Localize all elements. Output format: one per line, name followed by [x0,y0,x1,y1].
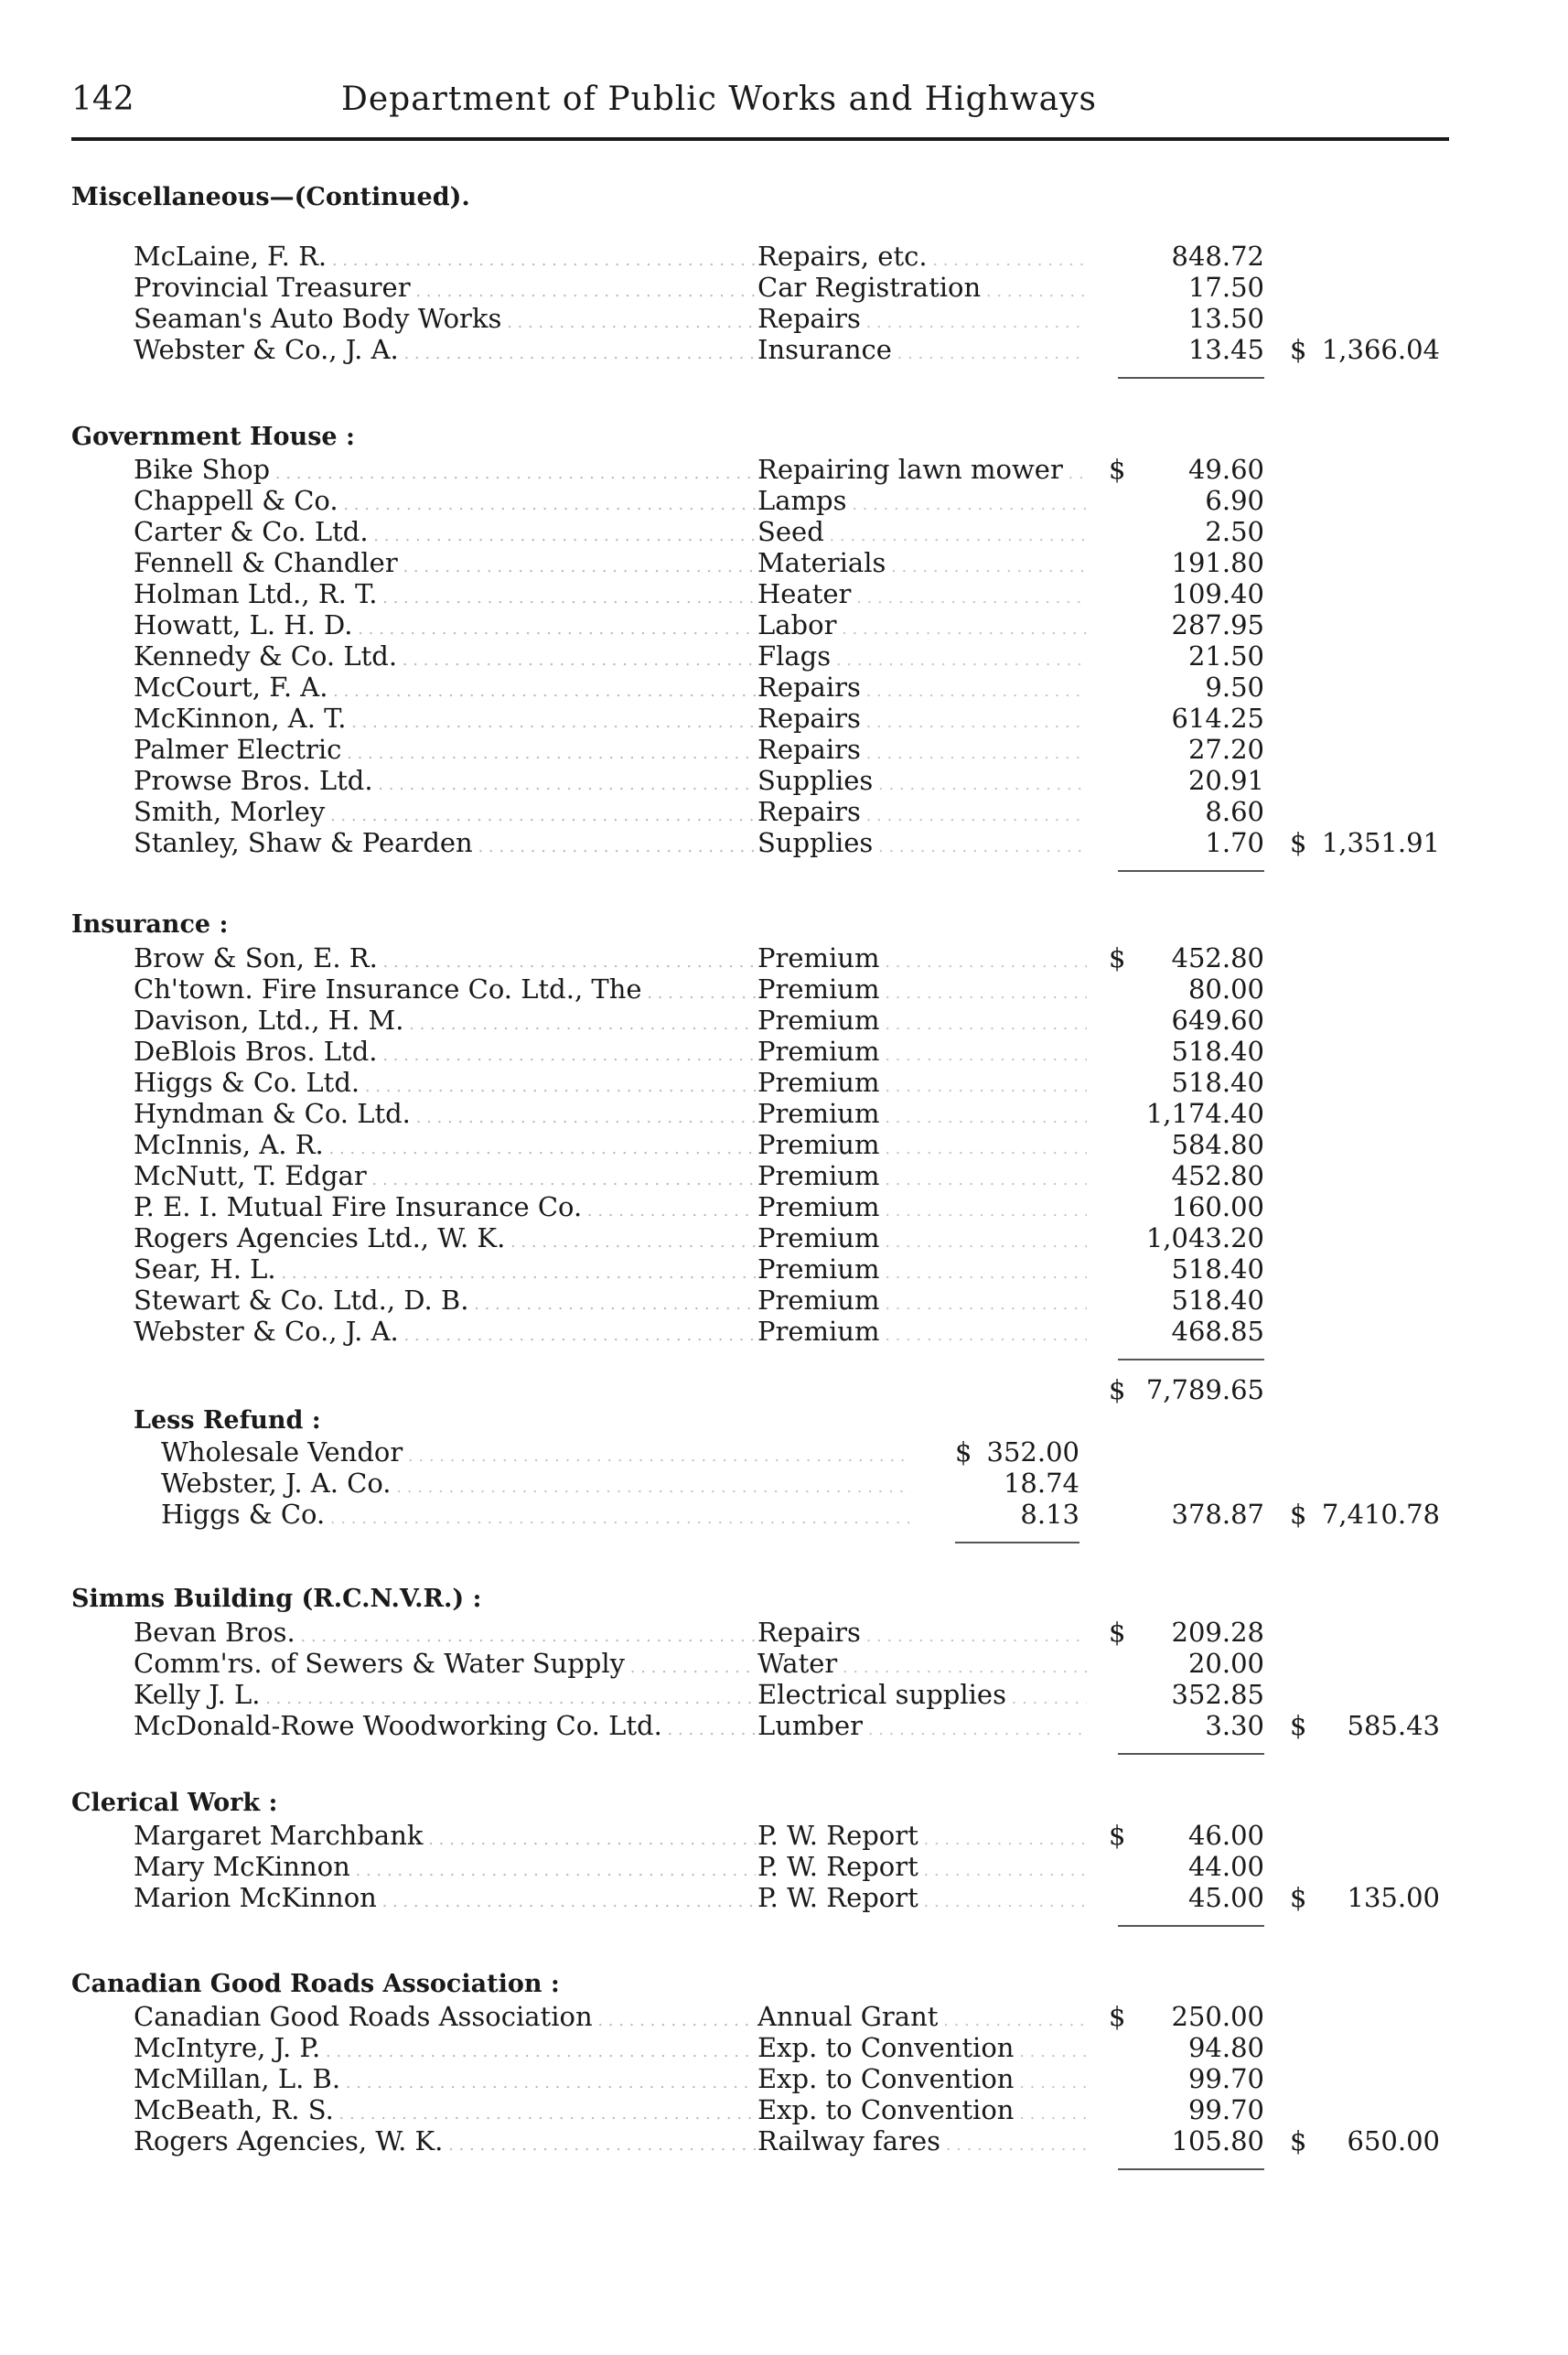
total-rule [1118,870,1264,872]
total-dollar-sign: $ [1290,1882,1307,1913]
section-total: 585.43 [1347,1710,1440,1741]
amount: 160.00 [1171,1191,1264,1222]
refund-amount: 352.00 [986,1436,1079,1468]
section-total: 7,410.78 [1321,1499,1440,1530]
table-row [0,334,1568,365]
payee: Rogers Agencies Ltd., W. K. . . . [134,1222,756,1253]
table-row [0,516,1568,547]
dollar-sign: $ [1109,454,1126,485]
amount: 13.50 [1187,303,1264,334]
total-dollar-sign: $ [1290,1710,1307,1741]
payee: Smith, Morley . . . [134,796,756,827]
refund-amount: 18.74 [1003,1468,1079,1499]
payee: Rogers Agencies, W. K. . . . [134,2125,756,2156]
payee: Bike Shop . . . [134,454,756,485]
table-row [0,1648,1568,1679]
purpose: Repairs . . . [757,734,1087,765]
purpose: Materials . . . [757,547,1087,578]
amount: 3.30 [1205,1710,1264,1741]
dollar-sign: $ [1109,1374,1126,1405]
payee: McLaine, F. R. . . . [134,241,756,272]
purpose: Premium . . . [757,1098,1087,1129]
refund-heading: Less Refund : [134,1406,321,1435]
payee: Marion McKinnon . . . [134,1882,756,1913]
total-dollar-sign: $ [1290,1499,1307,1530]
payee: Seaman's Auto Body Works . . . [134,303,756,334]
payee: Margaret Marchbank . . . [134,1820,756,1851]
table-row [0,1067,1568,1098]
purpose: Repairs . . . [757,1617,1087,1648]
purpose: Exp. to Convention . . . [757,2094,1087,2125]
subtotal-rule [1118,1359,1264,1360]
table-row [0,2001,1568,2032]
table-row [0,2032,1568,2063]
payee: Kelly J. L. . . . [134,1679,756,1710]
amount: 1,174.40 [1145,1098,1264,1129]
payee: Webster & Co., J. A. . . . [134,334,756,365]
payee: McMillan, L. B. . . . [134,2063,756,2094]
amount: 649.60 [1171,1005,1264,1036]
table-row [0,827,1568,858]
refund-rule [955,1542,1079,1543]
purpose: Repairs . . . [757,796,1087,827]
payee: Kennedy & Co. Ltd. . . . [134,640,756,672]
dollar-sign: $ [1109,942,1126,973]
section-total: 1,366.04 [1321,334,1440,365]
table-row [0,578,1568,609]
amount: 46.00 [1187,1820,1264,1851]
payee: Provincial Treasurer . . . [134,272,756,303]
table-row [0,942,1568,973]
table-row [0,703,1568,734]
total-dollar-sign: $ [1290,827,1307,858]
purpose: Premium . . . [757,1036,1087,1067]
refund-row [0,1436,1568,1468]
payee: Comm'rs. of Sewers & Water Supply . . . [134,1648,756,1679]
purpose: P. W. Report . . . [757,1851,1087,1882]
purpose: Labor . . . [757,609,1087,640]
table-row [0,1851,1568,1882]
payee: Stanley, Shaw & Pearden . . . [134,827,756,858]
table-row [0,1882,1568,1913]
purpose: Repairs . . . [757,703,1087,734]
refund-total: 378.87 [1171,1499,1264,1530]
total-rule [1118,377,1264,379]
payee: McDonald-Rowe Woodworking Co. Ltd. . . . [134,1710,756,1741]
amount: 518.40 [1171,1036,1264,1067]
payee: P. E. I. Mutual Fire Insurance Co. . . . [134,1191,756,1222]
amount: 8.60 [1205,796,1264,827]
section-heading-miscellaneous: Miscellaneous—(Continued). [71,183,470,211]
payee: Hyndman & Co. Ltd. . . . [134,1098,756,1129]
amount: 13.45 [1187,334,1264,365]
page-title: Department of Public Works and Highways [341,81,1097,118]
purpose: Annual Grant . . . [757,2001,1087,2032]
table-row [0,640,1568,672]
section-heading-clerical-work: Clerical Work : [71,1789,278,1817]
amount: 99.70 [1187,2063,1264,2094]
refund-amount: 8.13 [1020,1499,1079,1530]
amount: 20.91 [1187,765,1264,796]
purpose: Railway fares . . . [757,2125,1087,2156]
amount: 191.80 [1171,547,1264,578]
payee: McInnis, A. R. . . . [134,1129,756,1160]
amount: 287.95 [1171,609,1264,640]
purpose: Water . . . [757,1648,1087,1679]
amount: 27.20 [1187,734,1264,765]
purpose: Repairs . . . [757,303,1087,334]
amount: 518.40 [1171,1285,1264,1316]
payee: McKinnon, A. T. . . . [134,703,756,734]
payee: Brow & Son, E. R. . . . [134,942,756,973]
purpose: Premium . . . [757,1005,1087,1036]
table-row [0,485,1568,516]
purpose: Electrical supplies . . . [757,1679,1087,1710]
section-heading-simms-building: Simms Building (R.C.N.V.R.) : [71,1585,482,1613]
amount: 49.60 [1187,454,1264,485]
total-rule [1118,1925,1264,1927]
purpose: Repairing lawn mower . . . [757,454,1087,485]
table-row [0,609,1568,640]
amount: 105.80 [1171,2125,1264,2156]
amount: 452.80 [1171,942,1264,973]
amount: 80.00 [1187,973,1264,1005]
table-row [0,1820,1568,1851]
purpose: P. W. Report . . . [757,1820,1087,1851]
refund-payee: Webster, J. A. Co. . . . [161,1468,911,1499]
table-row [0,303,1568,334]
amount: 209.28 [1171,1617,1264,1648]
table-row [0,672,1568,703]
amount: 452.80 [1171,1160,1264,1191]
amount: 468.85 [1171,1316,1264,1347]
amount: 518.40 [1171,1067,1264,1098]
section-total: 650.00 [1347,2125,1440,2156]
table-row [0,241,1568,272]
purpose: P. W. Report . . . [757,1882,1087,1913]
table-row [0,1129,1568,1160]
purpose: Car Registration . . . [757,272,1087,303]
payee: Howatt, L. H. D. . . . [134,609,756,640]
amount: 21.50 [1187,640,1264,672]
total-rule [1118,1753,1264,1755]
total-dollar-sign: $ [1290,334,1307,365]
payee: Webster & Co., J. A. . . . [134,1316,756,1347]
amount: 9.50 [1205,672,1264,703]
payee: Holman Ltd., R. T. . . . [134,578,756,609]
page-number: 142 [71,81,134,118]
table-row [0,796,1568,827]
amount: 584.80 [1171,1129,1264,1160]
amount: 614.25 [1171,703,1264,734]
page-header [71,81,1449,135]
table-row [0,547,1568,578]
amount: 109.40 [1171,578,1264,609]
refund-payee: Wholesale Vendor . . . [161,1436,911,1468]
purpose: Premium . . . [757,1067,1087,1098]
purpose: Lumber . . . [757,1710,1087,1741]
amount: 17.50 [1187,272,1264,303]
amount: 6.90 [1205,485,1264,516]
payee: Fennell & Chandler . . . [134,547,756,578]
purpose: Supplies . . . [757,765,1087,796]
purpose: Premium . . . [757,1222,1087,1253]
subtotal-amount: 7,789.65 [1145,1374,1264,1405]
refund-payee: Higgs & Co. . . . [161,1499,911,1530]
payee: Mary McKinnon . . . [134,1851,756,1882]
dollar-sign: $ [1109,2001,1126,2032]
purpose: Premium . . . [757,1160,1087,1191]
section-heading-government-house: Government House : [71,423,355,451]
amount: 45.00 [1187,1882,1264,1913]
section-total: 135.00 [1347,1882,1440,1913]
table-row [0,973,1568,1005]
table-row [0,1253,1568,1285]
amount: 94.80 [1187,2032,1264,2063]
dollar-sign: $ [955,1436,972,1468]
payee: Stewart & Co. Ltd., D. B. . . . [134,1285,756,1316]
purpose: Premium . . . [757,973,1087,1005]
payee: Bevan Bros. . . . [134,1617,756,1648]
section-heading-canadian-good-roads: Canadian Good Roads Association : [71,1970,560,1998]
purpose: Exp. to Convention . . . [757,2063,1087,2094]
total-dollar-sign: $ [1290,2125,1307,2156]
dollar-sign: $ [1109,1617,1126,1648]
payee: Canadian Good Roads Association . . . [134,2001,756,2032]
payee: Higgs & Co. Ltd. . . . [134,1067,756,1098]
payee: Carter & Co. Ltd. . . . [134,516,756,547]
payee: Ch'town. Fire Insurance Co. Ltd., The . . . [134,973,756,1005]
table-row [0,272,1568,303]
table-row [0,1285,1568,1316]
payee: Prowse Bros. Ltd. . . . [134,765,756,796]
header-rule [71,137,1449,141]
table-row [0,765,1568,796]
table-row [0,1098,1568,1129]
amount: 44.00 [1187,1851,1264,1882]
table-row [0,1005,1568,1036]
payee: DeBlois Bros. Ltd. . . . [134,1036,756,1067]
table-row [0,1160,1568,1191]
payee: McNutt, T. Edgar . . . [134,1160,756,1191]
refund-row [0,1468,1568,1499]
section-total: 1,351.91 [1321,827,1440,858]
table-row [0,1036,1568,1067]
amount: 20.00 [1187,1648,1264,1679]
total-rule [1118,2168,1264,2170]
table-row [0,1222,1568,1253]
table-row [0,1191,1568,1222]
purpose: Repairs, etc. . . . [757,241,1087,272]
payee: McBeath, R. S. . . . [134,2094,756,2125]
dollar-sign: $ [1109,1820,1126,1851]
amount: 2.50 [1205,516,1264,547]
amount: 1,043.20 [1145,1222,1264,1253]
table-row [0,2063,1568,2094]
refund-row [0,1499,1568,1530]
purpose: Supplies . . . [757,827,1087,858]
purpose: Premium . . . [757,1191,1087,1222]
purpose: Flags . . . [757,640,1087,672]
amount: 518.40 [1171,1253,1264,1285]
payee: Sear, H. L. . . . [134,1253,756,1285]
table-row [0,454,1568,485]
table-row [0,1617,1568,1648]
amount: 848.72 [1171,241,1264,272]
purpose: Repairs . . . [757,672,1087,703]
amount: 250.00 [1171,2001,1264,2032]
table-row [0,2125,1568,2156]
purpose: Seed . . . [757,516,1087,547]
payee: McCourt, F. A. . . . [134,672,756,703]
purpose: Lamps . . . [757,485,1087,516]
amount: 99.70 [1187,2094,1264,2125]
payee: McIntyre, J. P. . . . [134,2032,756,2063]
table-row [0,1679,1568,1710]
table-row [0,734,1568,765]
section-heading-insurance: Insurance : [71,910,229,939]
amount: 1.70 [1205,827,1264,858]
purpose: Exp. to Convention . . . [757,2032,1087,2063]
purpose: Heater . . . [757,578,1087,609]
purpose: Premium . . . [757,1129,1087,1160]
subtotal-row [0,1374,1568,1405]
table-row [0,1316,1568,1347]
purpose: Premium . . . [757,942,1087,973]
payee: Palmer Electric . . . [134,734,756,765]
purpose: Premium . . . [757,1316,1087,1347]
amount: 352.85 [1171,1679,1264,1710]
purpose: Premium . . . [757,1253,1087,1285]
payee: Davison, Ltd., H. M. . . . [134,1005,756,1036]
purpose: Premium . . . [757,1285,1087,1316]
table-row [0,2094,1568,2125]
purpose: Insurance . . . [757,334,1087,365]
payee: Chappell & Co. . . . [134,485,756,516]
table-row [0,1710,1568,1741]
